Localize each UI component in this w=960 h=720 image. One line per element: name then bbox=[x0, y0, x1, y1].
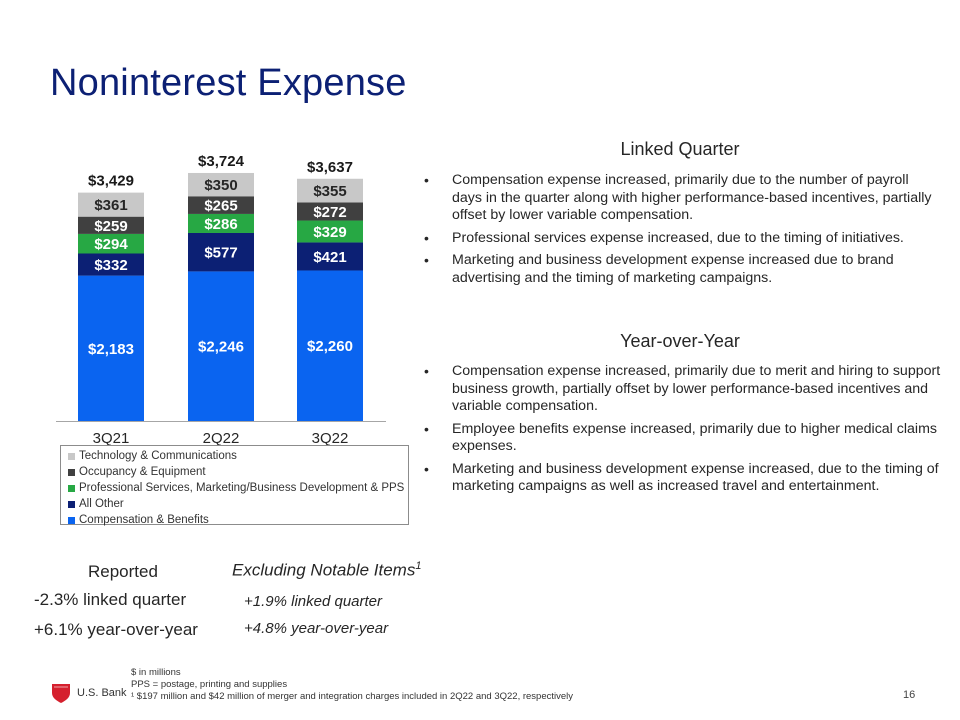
bar-total-label: $3,429 bbox=[88, 172, 134, 190]
footnote-units: $ in millions bbox=[131, 667, 181, 678]
legend-item bbox=[68, 496, 408, 512]
bar-data-label: $294 bbox=[94, 236, 128, 254]
reported-title: Reported bbox=[88, 562, 158, 581]
footnote-pps: PPS = postage, printing and supplies bbox=[131, 679, 288, 690]
legend-swatch bbox=[68, 485, 75, 492]
bar-data-label: $286 bbox=[204, 215, 238, 233]
legend-label: Compensation & Benefits bbox=[79, 514, 209, 526]
bar-data-label: $350 bbox=[204, 177, 238, 195]
excluding-year-over-year: +4.8% year-over-year bbox=[244, 620, 389, 637]
shield-icon bbox=[50, 682, 72, 704]
legend-swatch bbox=[68, 453, 75, 460]
page-number: 16 bbox=[903, 689, 916, 701]
bar-data-label: $332 bbox=[94, 257, 128, 275]
linked-quarter-title: Linked Quarter bbox=[620, 139, 740, 159]
bullet-item: • Employee benefits expense increased, primarily due to higher medical claims expenses. bbox=[422, 421, 942, 456]
year-over-year-title: Year-over-Year bbox=[620, 331, 740, 351]
x-tick-label: 3Q22 bbox=[311, 430, 349, 447]
bar-data-label: $361 bbox=[94, 197, 128, 215]
logo-text: U.S. Bank bbox=[77, 687, 127, 699]
bullet-item: • Marketing and business development expense increased due to brand advertising and the timing of marketing campaigns. bbox=[422, 252, 942, 287]
bar-total-label: $3,724 bbox=[198, 152, 244, 170]
linked-quarter-bullets bbox=[422, 172, 942, 292]
bar-data-label: $2,260 bbox=[307, 338, 353, 356]
page-title: Noninterest Expense bbox=[50, 62, 407, 104]
bar-data-label: $259 bbox=[94, 217, 128, 235]
legend-item bbox=[68, 512, 408, 528]
bar-data-label: $421 bbox=[313, 248, 347, 266]
bar-data-label: $272 bbox=[313, 203, 347, 221]
bar-data-label: $2,246 bbox=[198, 338, 244, 356]
reported-year-over-year: +6.1% year-over-year bbox=[34, 620, 198, 639]
legend-swatch bbox=[68, 469, 75, 476]
reported-linked-quarter: -2.3% linked quarter bbox=[34, 590, 187, 609]
legend-label: Professional Services, Marketing/Business Development & PPS bbox=[79, 482, 405, 494]
footnote-mark: 1 bbox=[415, 560, 422, 572]
bullet-item: • Marketing and business development expense increased, due to the timing of marketing campaigns as well as increased travel and entertainment. bbox=[422, 461, 942, 496]
x-tick-label: 3Q21 bbox=[92, 430, 130, 447]
legend-label: All Other bbox=[79, 498, 124, 510]
bar-total-label: $3,637 bbox=[307, 158, 353, 176]
legend-swatch bbox=[68, 517, 75, 524]
bar-data-label: $577 bbox=[204, 244, 238, 262]
footnote-merger: ¹ $197 million and $42 million of merger and integration charges included in 2Q22 and 3Q22, respectively bbox=[131, 691, 574, 702]
legend-item bbox=[68, 480, 408, 496]
excluding-notable-items-title: Excluding Notable Items$^1$ bbox=[232, 560, 422, 580]
bar-data-label: $355 bbox=[313, 183, 347, 201]
legend-item bbox=[68, 448, 408, 464]
us-bank-logo bbox=[50, 682, 127, 704]
footnotes bbox=[131, 667, 573, 703]
legend-label: Occupancy & Equipment bbox=[79, 466, 206, 478]
bar-data-label: $2,183 bbox=[88, 340, 134, 358]
bullet-item: • Compensation expense increased, primarily due to merit and hiring to support business growth, partially offset by lower performance-based incentives and variable compensation. bbox=[422, 363, 942, 416]
x-tick-label: 2Q22 bbox=[202, 430, 240, 447]
bar-data-label: $329 bbox=[313, 223, 347, 241]
bullet-item: • Professional services expense increased, due to the timing of initiatives. bbox=[422, 230, 942, 248]
bullet-item: • Compensation expense increased, primarily due to the number of payroll days in the quarter along with higher performance-based incentives, partially offset by lower variable compensation. bbox=[422, 172, 942, 225]
bar-data-label: $265 bbox=[204, 197, 238, 215]
legend-label: Technology & Communications bbox=[79, 450, 237, 462]
legend-item bbox=[68, 464, 408, 480]
legend-swatch bbox=[68, 501, 75, 508]
year-over-year-bullets bbox=[422, 363, 942, 501]
excluding-linked-quarter: +1.9% linked quarter bbox=[244, 593, 383, 610]
chart-legend bbox=[60, 445, 409, 525]
